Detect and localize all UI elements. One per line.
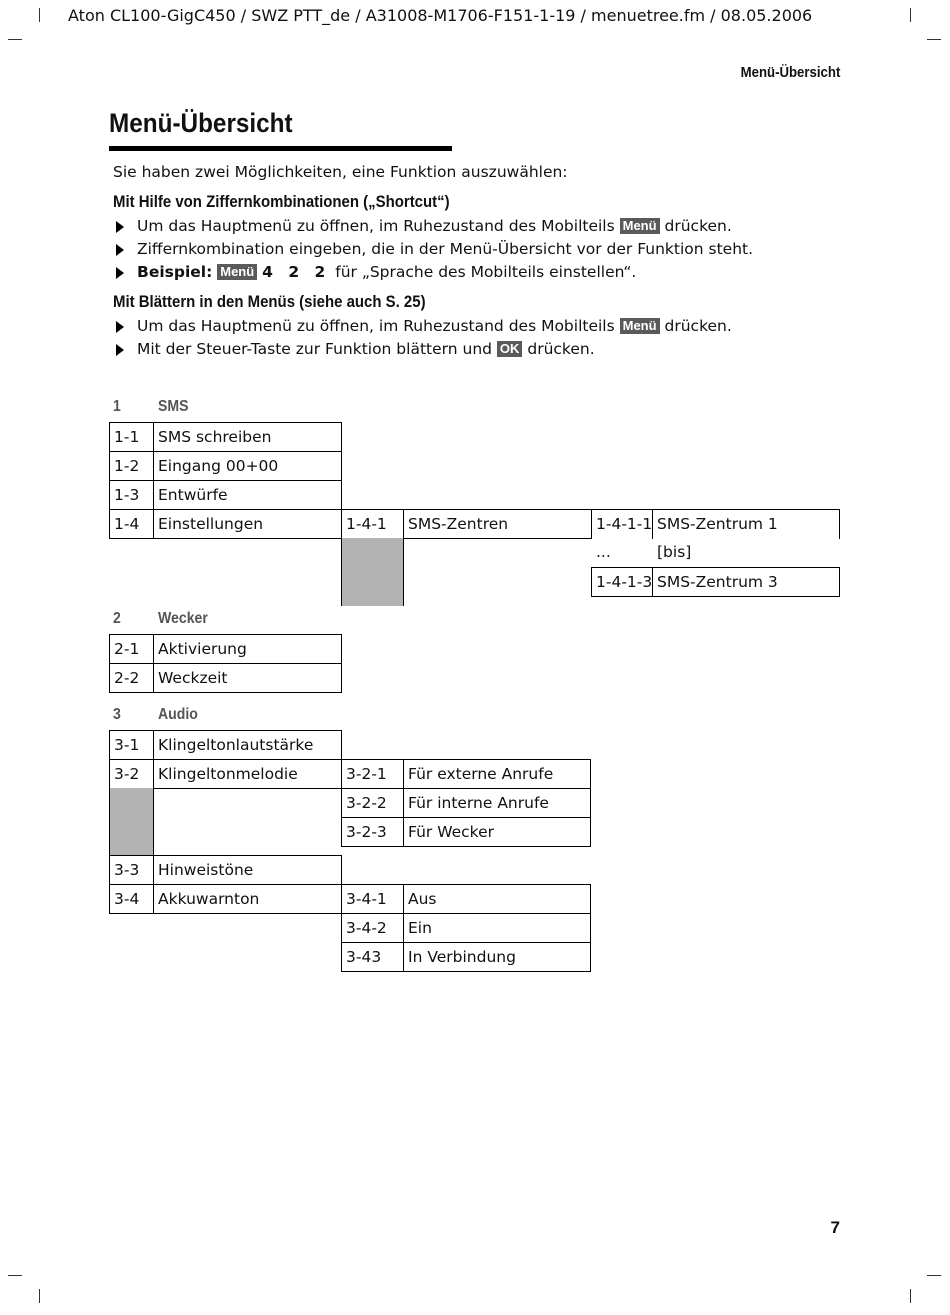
crop-mark — [39, 1289, 40, 1303]
menu-entry: SMS-Zentrum 3 — [652, 567, 840, 597]
menu-entry: Für Wecker — [403, 817, 591, 847]
section-label: SMS — [158, 398, 189, 415]
indent-spacer — [342, 538, 403, 606]
example-label: Beispiel — [137, 263, 207, 281]
bullet-text: drücken. — [664, 217, 732, 235]
intro-text: Sie haben zwei Möglichkeiten, eine Funktion auszuwählen: — [113, 163, 568, 181]
bullet-arrow-icon — [116, 244, 124, 256]
shortcut-bullet-2: Ziffernkombination eingeben, die in der Menü-Übersicht vor der Funktion steht. — [137, 240, 754, 258]
menu-entry: Ein — [403, 913, 591, 943]
menu-code: 1-3 — [109, 480, 154, 510]
menu-entry: SMS-Zentren — [403, 509, 592, 539]
menu-entry: SMS schreiben — [153, 422, 342, 452]
page-number: 7 — [830, 1218, 840, 1237]
table-rule — [341, 538, 342, 606]
menu-code: 1-4-1 — [341, 509, 404, 539]
title-rule — [109, 146, 452, 151]
menu-code: 3-2-2 — [341, 788, 404, 818]
table-rule — [403, 538, 404, 606]
scroll-bullet-1 — [137, 317, 732, 335]
bullet-arrow-icon — [116, 267, 124, 279]
menu-code: 3-2 — [109, 759, 154, 789]
bullet-text: Um das Hauptmenü zu öffnen, im Ruhezustand des Mobilteils — [137, 317, 615, 335]
shortcut-bullet-1 — [137, 217, 732, 235]
menu-code: 1-4-1-1 — [591, 509, 653, 539]
crop-mark — [910, 1289, 911, 1303]
crop-mark — [8, 1275, 22, 1276]
menu-entry: Für interne Anrufe — [403, 788, 591, 818]
menu-entry: Klingeltonlautstärke — [153, 730, 342, 760]
shortcut-heading: Mit Hilfe von Ziffernkombinationen („Shortcut“) — [113, 192, 450, 211]
indent-spacer — [110, 788, 153, 855]
table-rule — [109, 788, 110, 856]
section-number: 2 — [113, 610, 121, 627]
section-number: 3 — [113, 706, 121, 723]
menu-entry: Weckzeit — [153, 663, 342, 693]
menu-entry: Hinweistöne — [153, 855, 342, 885]
crop-mark — [39, 8, 40, 22]
crop-mark — [927, 1275, 941, 1276]
menu-code: 3-1 — [109, 730, 154, 760]
menu-entry: Eingang 00+00 — [153, 451, 342, 481]
crop-mark — [927, 39, 941, 40]
menu-entry: Akkuwarnton — [153, 884, 342, 914]
section-number: 1 — [113, 398, 121, 415]
shortcut-digits: 4 2 2 — [262, 263, 331, 281]
scroll-heading: Mit Blättern in den Menüs (siehe auch S. 25) — [113, 292, 426, 311]
menu-code: 3-3 — [109, 855, 154, 885]
crop-mark — [910, 8, 911, 22]
table-rule — [153, 788, 154, 856]
menu-code: 1-4-1-3 — [591, 567, 653, 597]
menu-entry: Entwürfe — [153, 480, 342, 510]
menu-code: 3-4 — [109, 884, 154, 914]
bullet-text: Um das Hauptmenü zu öffnen, im Ruhezustand des Mobilteils — [137, 217, 615, 235]
menu-code: 3-43 — [341, 942, 404, 972]
crop-mark — [8, 39, 22, 40]
menu-key: Menü — [217, 264, 257, 280]
menu-entry: Für externe Anrufe — [403, 759, 591, 789]
menu-code: 3-4-2 — [341, 913, 404, 943]
bullet-text: drücken. — [664, 317, 732, 335]
section-label: Audio — [158, 706, 198, 723]
ok-key: OK — [497, 341, 523, 357]
menu-code: 3-4-1 — [341, 884, 404, 914]
bullet-arrow-icon — [116, 321, 124, 333]
menu-code: 3-2-3 — [341, 817, 404, 847]
running-head: Menü-Übersicht — [740, 64, 840, 81]
document-header-line: Aton CL100-GigC450 / SWZ PTT_de / A31008-M1706-F151-1-19 / menuetree.fm / 08.05.2006 — [68, 6, 813, 25]
menu-entry: In Verbindung — [403, 942, 591, 972]
menu-code: 2-1 — [109, 634, 154, 664]
bullet-text: für „Sprache des Mobilteils einstellen“. — [335, 263, 637, 281]
menu-entry: [bis] — [653, 538, 839, 568]
menu-code: 3-2-1 — [341, 759, 404, 789]
menu-entry: SMS-Zentrum 1 — [652, 509, 840, 539]
menu-entry: Einstellungen — [153, 509, 342, 539]
menu-entry: Aus — [403, 884, 591, 914]
menu-code: 1-4 — [109, 509, 154, 539]
bullet-text: drücken. — [527, 340, 595, 358]
page-title: Menü-Übersicht — [109, 108, 293, 138]
menu-code: ... — [592, 538, 652, 568]
menu-entry: Aktivierung — [153, 634, 342, 664]
section-label: Wecker — [158, 610, 208, 627]
menu-code: 2-2 — [109, 663, 154, 693]
shortcut-bullet-3: Beispiel: Menü 4 2 2 für „Sprache des Mobilteils einstellen“. — [137, 263, 637, 281]
menu-code: 1-1 — [109, 422, 154, 452]
bullet-text: Mit der Steuer-Taste zur Funktion blättern und — [137, 340, 492, 358]
scroll-bullet-2 — [137, 340, 595, 358]
bullet-arrow-icon — [116, 344, 124, 356]
menu-code: 1-2 — [109, 451, 154, 481]
menu-key: Menü — [620, 218, 660, 234]
bullet-arrow-icon — [116, 221, 124, 233]
menu-key: Menü — [620, 318, 660, 334]
menu-entry: Klingeltonmelodie — [153, 759, 342, 789]
